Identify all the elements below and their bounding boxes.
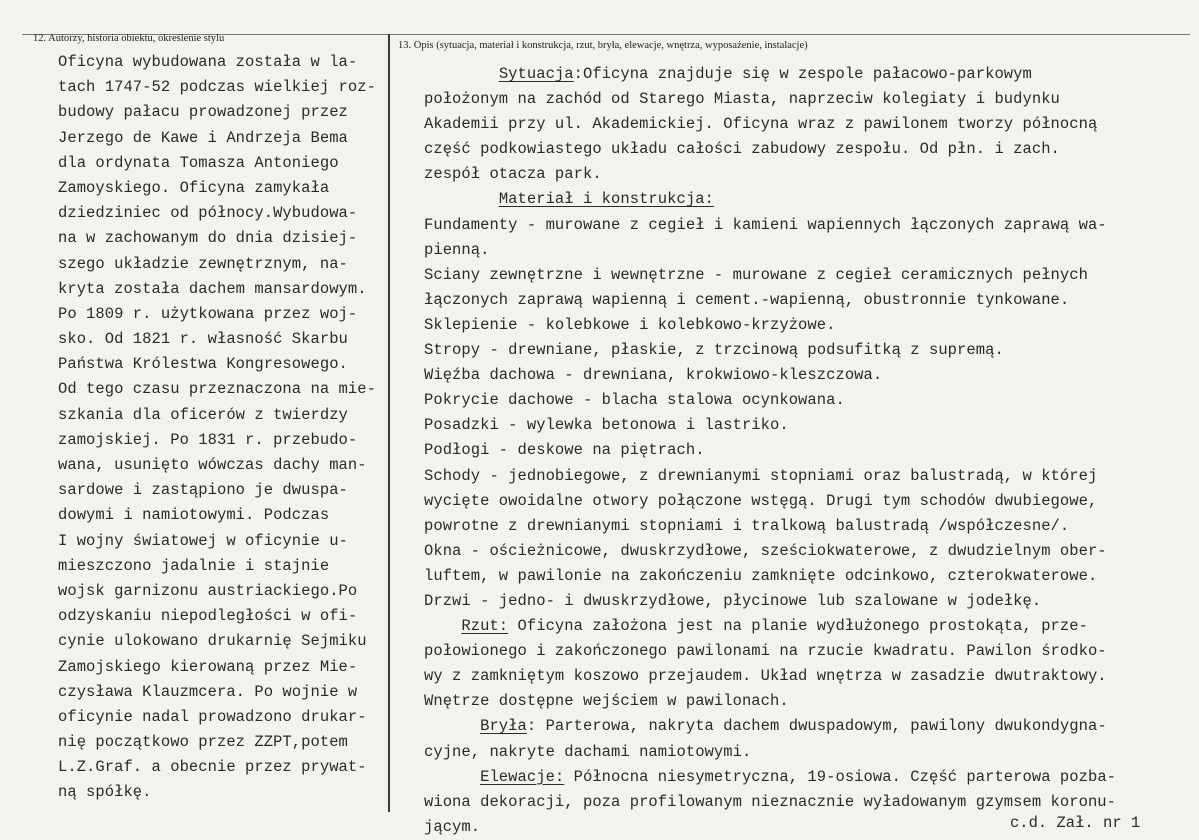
description-line	[424, 564, 1184, 589]
description-line	[424, 589, 1184, 614]
section-heading: Bryła	[480, 717, 527, 736]
history-line: czysława Klauzmcera. Po wojnie w	[58, 682, 358, 701]
description-line	[424, 137, 1184, 162]
description-line-text: Akademii przy ul. Akademickiej. Oficyna wraz z pawilonem tworzy północną	[424, 115, 1098, 134]
history-line: Państwa Królestwa Kongresowego.	[58, 355, 348, 374]
description-line	[424, 639, 1184, 664]
description-line-text: zespół otacza park.	[424, 165, 602, 184]
description-line	[424, 313, 1184, 338]
section-heading: Rzut:	[461, 617, 509, 636]
description-line-text: Północna niesymetryczna, 19-osiowa. Część parterowa pozba-	[564, 767, 1117, 786]
history-line: szkania dla oficerów z twierdzy	[58, 405, 348, 424]
description-line	[424, 112, 1184, 137]
history-line: dziedziniec od północy.Wybudowa-	[58, 204, 358, 223]
description-line	[424, 162, 1184, 187]
history-line: wana, usunięto wówczas dachy man-	[58, 456, 367, 474]
history-line: budowy pałacu prowadzonej przez	[58, 103, 348, 122]
history-line: wojsk garnizonu austriackiego.Po	[58, 581, 358, 600]
description-line-text: Drzwi - jedno- i dwuskrzydłowe, płycinowe lub szalowane w jodełkę.	[424, 591, 1042, 610]
section-heading: Elewacje:	[480, 767, 565, 786]
description-line-text: Sciany zewnętrzne i wewnętrzne - murowane z cegieł ceramicznych pełnych	[424, 265, 1088, 284]
history-line: szego układzie zewnętrznym, na-	[58, 254, 348, 273]
description-line-text: powrotne z drewnianymi stopniami i tralkową balustradą /współczesne/.	[424, 516, 1070, 535]
description-line-text: Wnętrze dostępne wejściem w pawilonach.	[424, 692, 789, 711]
description-line	[424, 740, 1184, 765]
history-line: dla ordynata Tomasza Antoniego	[58, 153, 339, 172]
description-line-text: pienną.	[424, 240, 490, 259]
history-line: na w zachowanym do dnia dzisiej-	[58, 229, 358, 248]
description-line	[424, 514, 1184, 539]
history-line: Od tego czasu przeznaczona na mie-	[58, 380, 376, 399]
history-line: Zamojskiego kierowaną przez Mie-	[58, 657, 358, 676]
section-heading: Materiał i konstrukcja:	[498, 190, 714, 209]
description-line-text: wy z zamkniętym koszowo przejaudem. Układ wnętrza w zasadzie dwutraktowy.	[424, 667, 1107, 686]
description-line-text: Posadzki - wylewka betonowa i lastriko.	[424, 416, 789, 435]
history-line: tach 1747-52 podczas wielkiej roz-	[58, 78, 376, 97]
description-line	[424, 263, 1184, 288]
description-line	[424, 238, 1184, 263]
description-line	[424, 489, 1184, 514]
description-line-text: :Oficyna znajduje się w zespole pałacowo-parkowym	[573, 65, 1032, 83]
description-line	[424, 338, 1184, 363]
description-line	[424, 464, 1184, 489]
description-line-text: luftem, w pawilonie na zakończeniu zamknięte odcinkowo, czterokwaterowe.	[424, 566, 1098, 585]
history-line: ną spółkę.	[58, 783, 152, 802]
history-line: nię początkowo przez ZZPT,potem	[58, 733, 348, 752]
description-line-text: wiona dekoracji, poza profilowanym nieznacznie wyładowanym gzymsem koronu-	[424, 792, 1117, 811]
history-text-column	[58, 50, 398, 806]
description-line-text: Oficyna założona jest na planie wydłużonego prostokąta, prze-	[508, 617, 1088, 636]
description-line	[424, 438, 1184, 463]
description-line-text: Więźba dachowa - drewniana, krokwiowo-kleszczowa.	[424, 366, 883, 385]
history-line: Zamoyskiego. Oficyna zamykała	[58, 178, 330, 197]
description-line	[424, 288, 1184, 313]
description-line-text: jącym.	[424, 817, 481, 836]
description-line-text: Stropy - drewniane, płaskie, z trzcinową podsufitką z supremą.	[424, 341, 1004, 360]
description-line	[424, 62, 1184, 87]
history-line: dowymi i namiotowymi. Podczas	[58, 506, 330, 525]
description-line	[424, 790, 1184, 815]
history-line: mieszczono jadalnie i stajnie	[58, 556, 330, 575]
description-line	[424, 765, 1184, 790]
description-line-text: część podkowiastego układu całości zabudowy zespołu. Od płn. i zach.	[424, 140, 1060, 159]
history-line: L.Z.Graf. a obecnie przez prywat-	[58, 758, 367, 777]
history-line: kryta została dachem mansardowym.	[58, 279, 367, 298]
description-line-text: : Parterowa, nakryta dachem dwuspadowym, pawilony dwukondygna-	[526, 717, 1107, 736]
description-line	[424, 388, 1184, 413]
history-line: cynie ulokowano drukarnię Sejmiku	[58, 632, 367, 651]
description-line-text: Okna - ościeżnicowe, dwuskrzydłowe, sześciokwaterowe, z dwudzielnym ober-	[424, 541, 1107, 560]
history-line: I wojny światowej w oficynie u-	[58, 531, 348, 550]
history-line: zamojskiej. Po 1831 r. przebudo-	[58, 430, 358, 449]
description-text-column	[424, 62, 1184, 840]
description-line	[424, 614, 1184, 639]
right-top-rule	[390, 34, 1190, 35]
description-line	[424, 87, 1184, 112]
history-line: oficynie nadal prowadzono drukar-	[58, 707, 367, 726]
description-line	[424, 664, 1184, 689]
description-line	[424, 363, 1184, 388]
description-line	[424, 187, 1184, 212]
history-line: Po 1809 r. użytkowana przez woj-	[58, 304, 358, 323]
description-line	[424, 714, 1184, 739]
description-line	[424, 689, 1184, 714]
description-line-text: wycięte owoidalne otwory połączone wstęgą. Drugi tym schodów dwubiegowe,	[424, 491, 1098, 510]
description-line-text: Podłogi - deskowe na piętrach.	[424, 441, 705, 460]
continuation-note: c.d. Zał. nr 1	[1010, 814, 1141, 832]
description-line-text: połowionego i zakończonego pawilonami na rzucie kwadratu. Pawilon środko-	[424, 642, 1107, 661]
description-line	[424, 539, 1184, 564]
description-line	[424, 413, 1184, 438]
history-line: odzyskaniu niepodległości w ofi-	[58, 607, 358, 626]
description-line-text: łączonych zaprawą wapienną i cement.-wapienną, obustronnie tynkowane.	[424, 290, 1070, 309]
history-line: sko. Od 1821 r. własność Skarbu	[58, 330, 348, 349]
description-line-text: położonym na zachód od Starego Miasta, naprzeciw kolegiaty i budynku	[424, 90, 1060, 109]
left-column-header: 12. Autorzy, historia obiektu, określenie stylu	[33, 33, 225, 44]
description-line-text: Schody - jednobiegowe, z drewnianymi stopniami oraz balustradą, w której	[424, 466, 1098, 485]
history-line: Jerzego de Kawe i Andrzeja Bema	[58, 128, 348, 147]
description-line-text: cyjne, nakryte dachami namiotowymi.	[424, 742, 752, 761]
right-column-header: 13. Opis (sytuacja, materiał i konstrukcja, rzut, bryła, elewacje, wnętrza, wyposażenie, instalacje)	[398, 40, 808, 51]
description-line	[424, 213, 1184, 238]
history-line: Oficyna wybudowana została w la-	[58, 53, 358, 71]
description-line-text: Sklepienie - kolebkowe i kolebkowo-krzyżowe.	[424, 315, 836, 334]
description-line-text: Pokrycie dachowe - blacha stalowa ocynkowana.	[424, 391, 845, 410]
description-line-text: Fundamenty - murowane z cegieł i kamieni wapiennych łączonych zaprawą wa-	[424, 215, 1107, 234]
section-heading: Sytuacja	[498, 65, 574, 83]
history-line: sardowe i zastąpiono je dwuspa-	[58, 481, 348, 500]
